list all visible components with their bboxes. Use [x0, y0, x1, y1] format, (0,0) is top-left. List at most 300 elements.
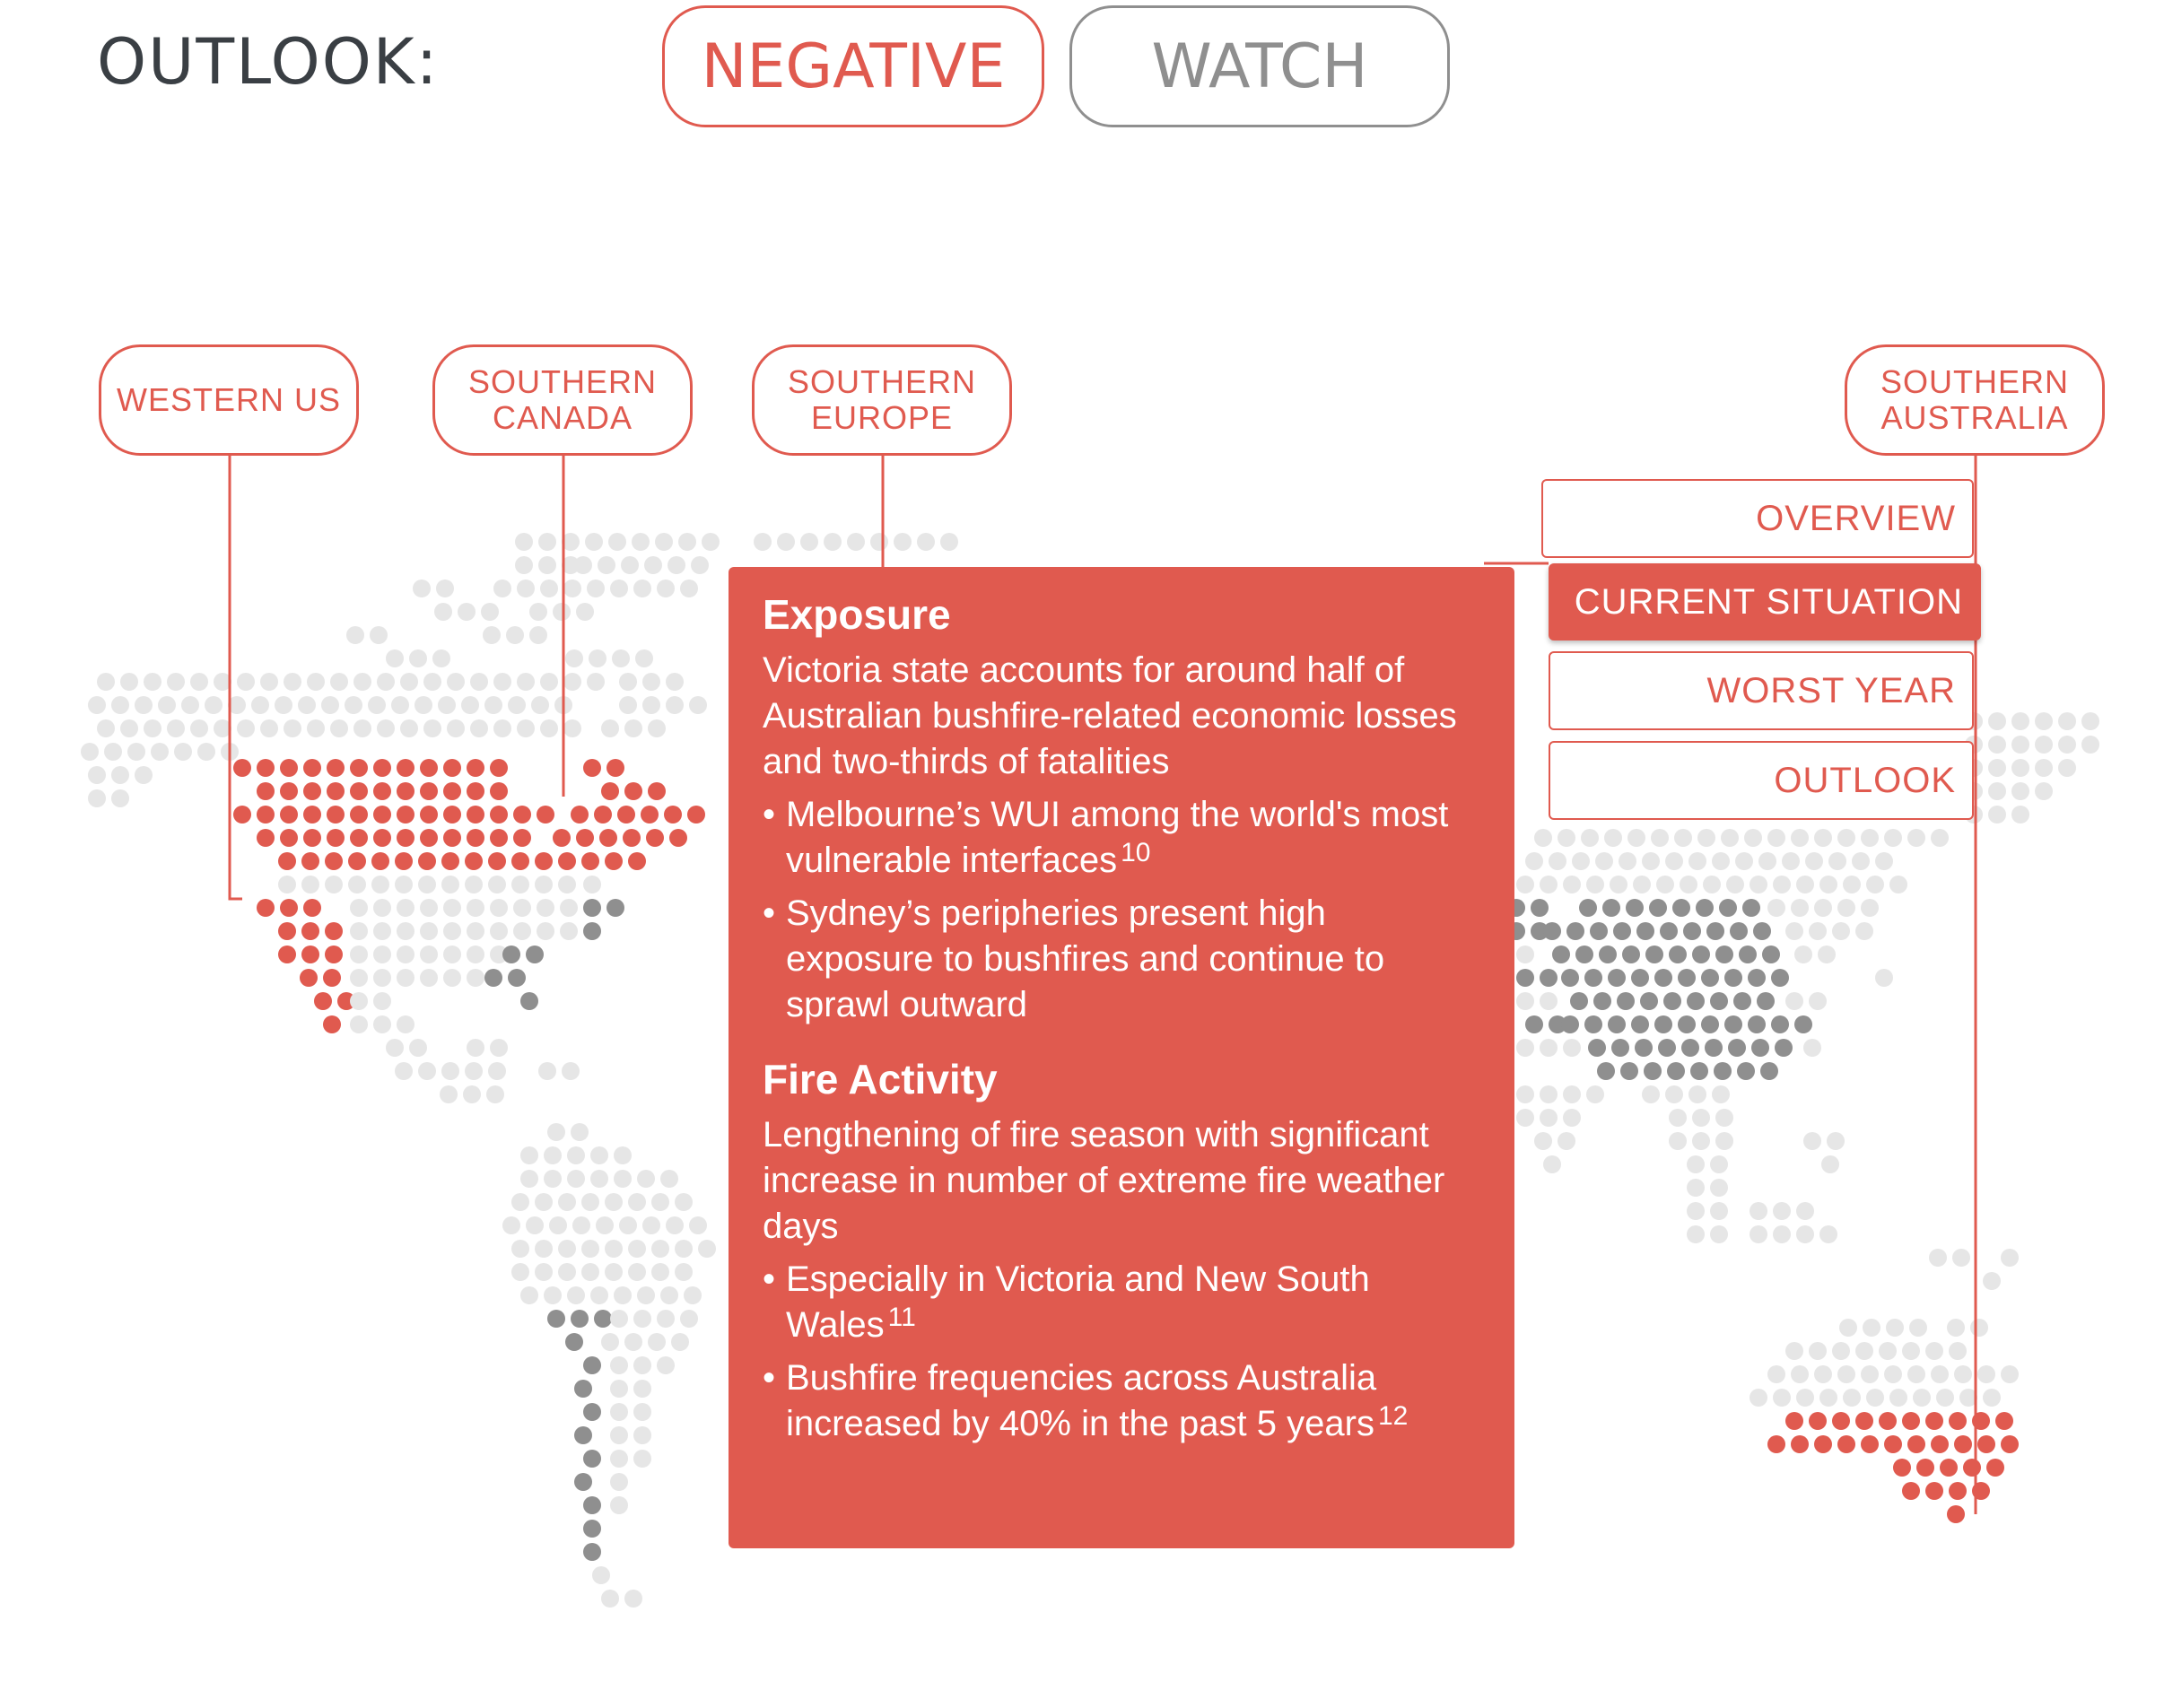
map-dot [397, 969, 414, 987]
map-dot [368, 696, 386, 714]
map-dot [508, 696, 526, 714]
map-dot [565, 1333, 583, 1351]
map-dot [325, 922, 343, 940]
map-dot [97, 673, 115, 691]
map-dot [1837, 899, 1855, 917]
map-dot [574, 1473, 592, 1491]
map-dot [1658, 1039, 1676, 1057]
map-dot [1595, 852, 1613, 870]
map-dot [493, 673, 511, 691]
map-dot [314, 992, 332, 1010]
region-southern-europe-button[interactable] [752, 344, 1012, 456]
map-dot [1970, 1319, 1988, 1337]
map-dot [111, 789, 129, 807]
map-dot [1767, 829, 1785, 847]
map-dot [1983, 1389, 2001, 1407]
map-dot [1843, 876, 1861, 893]
map-dot [511, 876, 529, 893]
map-dot [800, 533, 818, 551]
map-dot [325, 876, 343, 893]
map-dot [1669, 1109, 1687, 1127]
map-dot [1889, 876, 1907, 893]
map-dot [2001, 1365, 2019, 1383]
map-dot [1531, 899, 1549, 917]
map-dot [657, 1310, 675, 1328]
map-dot [1635, 1039, 1653, 1057]
map-dot [531, 696, 549, 714]
map-dot [535, 1193, 553, 1211]
map-dot [553, 603, 571, 621]
map-dot [2081, 736, 2099, 754]
map-dot [1794, 946, 1812, 963]
map-dot [1728, 1039, 1746, 1057]
map-dot [1692, 1132, 1710, 1150]
map-dot [1730, 922, 1748, 940]
map-dot [323, 1015, 341, 1033]
map-dot [1610, 876, 1627, 893]
map-dot [594, 1310, 612, 1328]
map-dot [583, 922, 601, 940]
tab-overview[interactable]: OVERVIEW [1541, 479, 1974, 558]
map-dot [144, 719, 161, 737]
map-dot [1525, 852, 1543, 870]
map-dot [443, 759, 461, 777]
map-dot [583, 1520, 601, 1538]
map-dot [1683, 922, 1701, 940]
map-dot [443, 946, 461, 963]
map-dot [1803, 1039, 1821, 1057]
map-dot [490, 829, 508, 847]
map-dot [1737, 1062, 1755, 1080]
map-dot [1680, 876, 1697, 893]
map-dot [1654, 969, 1672, 987]
map-dot [642, 673, 660, 691]
map-dot [1771, 969, 1789, 987]
map-dot [1875, 969, 1893, 987]
map-dot [400, 719, 418, 737]
map-dot [1863, 1319, 1880, 1337]
list-item: • Sydney’s peripheries present high exposure to bushfires and continue to sprawl outward [763, 891, 1480, 1028]
map-dot [1516, 876, 1534, 893]
map-dot [397, 946, 414, 963]
map-dot [553, 829, 571, 847]
map-dot [605, 1263, 623, 1281]
watch-toggle-button[interactable]: WATCH [1069, 5, 1450, 127]
map-dot [1558, 1132, 1575, 1150]
map-dot [397, 759, 414, 777]
map-dot [590, 1146, 608, 1164]
map-dot [348, 852, 366, 870]
map-dot [135, 696, 153, 714]
map-dot [624, 1590, 642, 1608]
map-dot [678, 533, 696, 551]
map-dot [563, 719, 581, 737]
map-dot [483, 626, 501, 644]
map-dot [350, 992, 368, 1010]
map-dot [544, 1170, 562, 1188]
map-dot [467, 782, 484, 800]
map-dot [488, 876, 506, 893]
map-dot [280, 782, 298, 800]
map-dot [1837, 829, 1855, 847]
map-dot [511, 1263, 529, 1281]
map-dot [610, 1310, 628, 1328]
map-dot [1669, 1132, 1687, 1150]
map-dot [1796, 876, 1814, 893]
map-dot [278, 946, 296, 963]
map-dot [571, 1310, 589, 1328]
map-dot [1762, 946, 1780, 963]
map-dot [327, 782, 345, 800]
map-dot [917, 533, 935, 551]
map-dot [547, 1310, 565, 1328]
map-dot [301, 876, 319, 893]
map-dot [1715, 1109, 1733, 1127]
map-dot [158, 696, 176, 714]
map-dot [327, 806, 345, 824]
map-dot [350, 922, 368, 940]
map-dot [373, 829, 391, 847]
tab-worst-year[interactable]: WORST YEAR [1549, 651, 1974, 730]
map-dot [1593, 992, 1611, 1010]
map-dot [1669, 946, 1687, 963]
map-dot [592, 1566, 610, 1584]
map-dot [488, 1062, 506, 1080]
map-dot [1771, 1015, 1789, 1033]
map-dot [1758, 852, 1776, 870]
map-dot [1879, 1412, 1897, 1430]
map-dot [1796, 1225, 1814, 1243]
map-dot [1651, 829, 1669, 847]
map-dot [583, 1496, 601, 1514]
map-dot [350, 759, 368, 777]
map-dot [1640, 992, 1658, 1010]
map-dot [397, 782, 414, 800]
map-dot [278, 852, 296, 870]
map-dot [605, 852, 623, 870]
map-dot [1947, 1505, 1965, 1523]
map-dot [1687, 1225, 1705, 1243]
map-dot [1767, 1365, 1785, 1383]
map-dot [666, 673, 684, 691]
map-dot [680, 1310, 698, 1328]
map-dot [488, 852, 506, 870]
map-dot [1665, 1085, 1683, 1103]
map-dot [1861, 1435, 1879, 1453]
map-dot [601, 782, 619, 800]
map-dot [1875, 852, 1893, 870]
map-dot [1599, 946, 1617, 963]
map-dot [587, 580, 605, 597]
map-dot [624, 782, 642, 800]
map-dot [1843, 1389, 1861, 1407]
map-dot [1809, 1412, 1827, 1430]
map-dot [490, 1039, 508, 1057]
map-dot [1692, 1109, 1710, 1127]
map-dot [237, 719, 255, 737]
map-dot [151, 743, 169, 761]
map-dot [257, 782, 275, 800]
map-dot [1809, 1342, 1827, 1360]
map-dot [350, 829, 368, 847]
map-dot [1954, 1435, 1972, 1453]
map-dot [1963, 1459, 1981, 1477]
map-dot [1581, 829, 1599, 847]
map-dot [467, 806, 484, 824]
map-dot [440, 1085, 458, 1103]
map-dot [1936, 1389, 1954, 1407]
map-dot [280, 759, 298, 777]
map-dot [1929, 1249, 1947, 1267]
map-dot [350, 806, 368, 824]
map-dot [1983, 1272, 2001, 1290]
map-dot [423, 673, 441, 691]
map-dot [847, 533, 865, 551]
map-dot [467, 969, 484, 987]
map-dot [594, 806, 612, 824]
map-dot [395, 852, 413, 870]
map-dot [1534, 829, 1552, 847]
exposure-heading: Exposure [763, 591, 951, 638]
map-dot [1986, 1459, 2004, 1477]
map-dot [1543, 922, 1561, 940]
map-dot [1832, 1342, 1850, 1360]
map-dot [395, 1062, 413, 1080]
map-dot [1697, 829, 1715, 847]
map-dot [646, 829, 664, 847]
map-dot [1678, 1015, 1696, 1033]
map-dot [1995, 1412, 2013, 1430]
map-dot [2011, 782, 2029, 800]
map-dot [628, 1193, 646, 1211]
map-dot [1785, 1342, 1803, 1360]
map-dot [1633, 876, 1651, 893]
map-dot [303, 759, 321, 777]
region-southern-australia-button[interactable] [1845, 344, 2105, 456]
map-dot [1654, 1015, 1672, 1033]
map-dot [506, 626, 524, 644]
map-dot [664, 806, 682, 824]
map-dot [190, 673, 208, 691]
map-dot [301, 946, 319, 963]
negative-toggle-button[interactable]: NEGATIVE [662, 5, 1044, 127]
map-dot [651, 1240, 669, 1258]
map-dot [1540, 1085, 1558, 1103]
map-dot [441, 876, 459, 893]
map-dot [1821, 1155, 1839, 1173]
map-dot [621, 556, 639, 574]
map-dot [571, 1123, 589, 1141]
map-dot [581, 1193, 599, 1211]
map-dot [1561, 1015, 1579, 1033]
map-dot [1588, 1039, 1606, 1057]
map-dot [490, 782, 508, 800]
map-dot [1832, 1412, 1850, 1430]
map-dot [1809, 922, 1827, 940]
map-dot [373, 969, 391, 987]
map-dot [1631, 1015, 1649, 1033]
map-dot [418, 876, 436, 893]
map-dot [321, 696, 339, 714]
map-dot [434, 603, 452, 621]
map-dot [574, 556, 592, 574]
map-dot [1696, 899, 1714, 917]
map-dot [1579, 899, 1597, 917]
map-dot [520, 992, 538, 1010]
map-dot [1710, 992, 1728, 1010]
map-dot [567, 1170, 585, 1188]
map-dot [1861, 829, 1879, 847]
map-dot [88, 766, 106, 784]
map-dot [1714, 1062, 1732, 1080]
map-dot [111, 766, 129, 784]
map-dot [1590, 922, 1608, 940]
map-dot [490, 899, 508, 917]
map-dot [1913, 1389, 1931, 1407]
map-dot [486, 1085, 504, 1103]
map-dot [257, 899, 275, 917]
map-dot [1753, 922, 1771, 940]
map-dot [538, 556, 556, 574]
map-dot [413, 580, 431, 597]
map-dot [1750, 1202, 1767, 1220]
map-dot [2081, 712, 2099, 730]
map-dot [691, 556, 709, 574]
map-dot [443, 969, 461, 987]
list-item: • Melbourne’s WUI among the world's most vulnerable interfaces $^{10}$ [763, 792, 1480, 884]
map-dot [284, 673, 301, 691]
map-dot [590, 1170, 608, 1188]
map-dot [484, 969, 502, 987]
map-dot [1710, 1179, 1728, 1197]
map-dot [1907, 1435, 1925, 1453]
map-dot [538, 533, 556, 551]
map-dot [1773, 1225, 1791, 1243]
map-dot [669, 829, 687, 847]
map-dot [2058, 712, 2076, 730]
map-dot [167, 719, 185, 737]
map-dot [590, 1286, 608, 1304]
map-dot [1828, 852, 1846, 870]
map-dot [1814, 1365, 1832, 1383]
map-dot [1540, 992, 1558, 1010]
map-dot [307, 719, 325, 737]
map-dot [1608, 969, 1626, 987]
map-dot [633, 1356, 651, 1374]
map-dot [391, 696, 409, 714]
map-dot [1735, 852, 1753, 870]
map-dot [1819, 876, 1837, 893]
map-dot [443, 899, 461, 917]
map-dot [1902, 1412, 1920, 1430]
map-dot [490, 806, 508, 824]
map-dot [1949, 1482, 1967, 1500]
map-dot [2011, 759, 2029, 777]
map-dot [1839, 1319, 1857, 1337]
map-dot [461, 696, 479, 714]
map-dot [684, 1286, 702, 1304]
map-dot [596, 1216, 614, 1234]
map-dot [633, 1426, 651, 1444]
map-dot [642, 1216, 660, 1234]
map-dot [544, 1146, 562, 1164]
map-dot [373, 899, 391, 917]
map-dot [540, 719, 558, 737]
region-southern-canada-button[interactable] [432, 344, 693, 456]
map-dot [1861, 899, 1879, 917]
map-dot [350, 899, 368, 917]
map-dot [567, 1286, 585, 1304]
map-dot [1819, 1225, 1837, 1243]
map-dot [1909, 1319, 1927, 1337]
tab-current-situation[interactable]: CURRENT SITUATION [1549, 563, 1981, 640]
map-dot [511, 1240, 529, 1258]
map-dot [1884, 829, 1902, 847]
region-western-us-button[interactable] [99, 344, 359, 456]
map-dot [1701, 1015, 1719, 1033]
map-dot [280, 829, 298, 847]
map-dot [641, 806, 659, 824]
map-dot [1516, 969, 1534, 987]
map-dot [635, 649, 653, 667]
map-dot [562, 1062, 580, 1080]
map-dot [544, 1286, 562, 1304]
map-dot [940, 533, 958, 551]
map-dot [420, 829, 438, 847]
map-dot [1814, 1435, 1832, 1453]
map-dot [1561, 969, 1579, 987]
map-dot [205, 696, 223, 714]
map-dot [420, 759, 438, 777]
map-dot [1642, 1085, 1660, 1103]
map-dot [1814, 899, 1832, 917]
map-dot [1837, 1435, 1855, 1453]
map-dot [598, 556, 615, 574]
map-dot [400, 673, 418, 691]
map-dot [278, 922, 296, 940]
map-dot [1715, 946, 1733, 963]
map-dot [1558, 829, 1575, 847]
map-dot [409, 1039, 427, 1057]
map-dot [1750, 1225, 1767, 1243]
map-dot [1710, 1155, 1728, 1173]
map-dot [583, 876, 601, 893]
map-dot [1785, 1412, 1803, 1430]
map-dot [409, 649, 427, 667]
map-dot [1674, 829, 1692, 847]
map-dot [1645, 946, 1663, 963]
map-dot [2011, 806, 2029, 824]
map-dot [1642, 852, 1660, 870]
map-dot [675, 1193, 693, 1211]
map-dot [1710, 1202, 1728, 1220]
map-dot [537, 922, 554, 940]
map-dot [373, 759, 391, 777]
map-dot [1660, 922, 1678, 940]
map-dot [1773, 1389, 1791, 1407]
map-dot [420, 969, 438, 987]
tab-outlook[interactable]: OUTLOOK [1549, 741, 1974, 820]
map-dot [1543, 1155, 1561, 1173]
map-dot [610, 1473, 628, 1491]
map-dot [619, 673, 637, 691]
map-dot [1947, 1319, 1965, 1337]
map-dot [660, 1170, 678, 1188]
map-dot [515, 533, 533, 551]
map-dot [1805, 852, 1823, 870]
map-dot [585, 533, 603, 551]
map-dot [619, 1216, 637, 1234]
